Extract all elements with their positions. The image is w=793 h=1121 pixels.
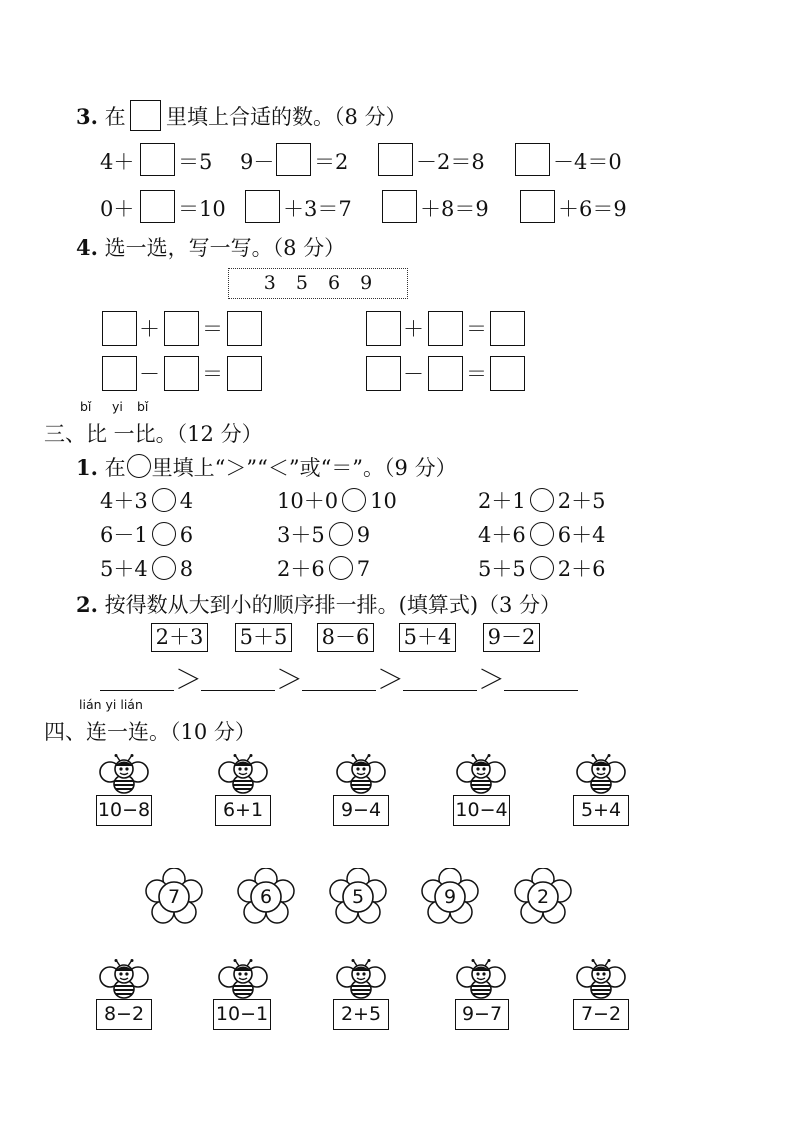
bee-icon — [335, 959, 387, 999]
compare-circle[interactable] — [152, 522, 176, 546]
q4-number: 4. — [76, 235, 98, 260]
flower-answer[interactable] — [329, 868, 387, 926]
greater-than-sign: ＞ — [175, 665, 202, 696]
bee-icon — [575, 959, 627, 999]
expression-card: 8－6 — [317, 623, 374, 652]
q4-heading — [76, 232, 345, 262]
flower-number: 9 — [443, 886, 457, 908]
expression-card-bottom[interactable]: 8−2 — [96, 999, 152, 1030]
flower-number: 2 — [536, 886, 550, 908]
compare-item: 4＋6 6＋4 — [478, 523, 606, 547]
bee-icon — [98, 754, 150, 794]
answer-box[interactable] — [227, 311, 262, 346]
bee-icon — [455, 959, 507, 999]
answer-box[interactable] — [227, 356, 262, 391]
expression-card-bottom[interactable]: 7−2 — [573, 999, 629, 1030]
answer-box[interactable] — [102, 311, 137, 346]
eq-text: ＝10 — [178, 197, 226, 221]
s3-q1-pre: 在 — [104, 456, 126, 480]
equals-sign: ＝ — [202, 362, 223, 386]
answer-box[interactable] — [102, 356, 137, 391]
expression-card-top[interactable]: 9−4 — [333, 795, 389, 826]
compare-circle-example — [127, 454, 151, 478]
compare-item: 5＋4 8 — [100, 557, 194, 581]
expression-card: 5＋4 — [399, 623, 456, 652]
compare-circle[interactable] — [329, 556, 353, 580]
answer-box[interactable] — [428, 356, 463, 391]
flower-answer[interactable] — [514, 868, 572, 926]
answer-box[interactable] — [140, 190, 175, 223]
q3-heading — [76, 101, 126, 131]
answer-box[interactable] — [164, 356, 199, 391]
equals-sign: ＝ — [466, 362, 487, 386]
answer-box[interactable] — [515, 143, 550, 176]
section-4-title: 四、连一连。（10 分） — [44, 720, 256, 744]
answer-box[interactable] — [520, 190, 555, 223]
equals-sign: ＝ — [202, 317, 223, 341]
greater-than-sign: ＞ — [276, 665, 303, 696]
q4-instruction: 选一选，写一写。（8 分） — [104, 236, 346, 260]
compare-circle[interactable] — [152, 556, 176, 580]
expression-card-top[interactable]: 10−8 — [96, 795, 152, 826]
expression-card-bottom[interactable]: 9−7 — [455, 999, 509, 1030]
compare-item: 5＋5 2＋6 — [478, 557, 606, 581]
bee-icon — [455, 754, 507, 794]
compare-circle[interactable] — [342, 488, 366, 512]
answer-blank[interactable] — [100, 664, 174, 691]
bee-icon — [575, 754, 627, 794]
compare-circle[interactable] — [530, 488, 554, 512]
eq-text: 0＋ — [100, 197, 135, 221]
q3-number: 3. — [76, 104, 98, 129]
compare-circle[interactable] — [152, 488, 176, 512]
eq-text: ＋6＝9 — [558, 197, 627, 221]
bee-icon — [217, 754, 269, 794]
eq-text: －4＝0 — [553, 150, 622, 174]
example-box — [130, 100, 161, 131]
expression-card: 9－2 — [483, 623, 540, 652]
answer-blank[interactable] — [201, 664, 275, 691]
pinyin: bǐ — [80, 399, 92, 414]
answer-box[interactable] — [140, 143, 175, 176]
flower-number: 6 — [259, 886, 273, 908]
compare-item: 3＋5 9 — [277, 523, 371, 547]
s3-q2-heading — [76, 589, 561, 619]
number-pool: 3 5 6 9 — [228, 268, 408, 299]
eq-text: ＝2 — [314, 150, 349, 174]
compare-circle[interactable] — [329, 522, 353, 546]
compare-item: 6－1 6 — [100, 523, 194, 547]
s3-q1-heading — [76, 452, 457, 482]
answer-box[interactable] — [490, 311, 525, 346]
plus-sign: ＋ — [403, 317, 424, 341]
eq-text: ＋8＝9 — [420, 197, 489, 221]
answer-box[interactable] — [490, 356, 525, 391]
bee-icon — [217, 959, 269, 999]
answer-box[interactable] — [382, 190, 417, 223]
answer-box[interactable] — [245, 190, 280, 223]
compare-circle[interactable] — [530, 556, 554, 580]
pinyin: yi — [112, 399, 123, 414]
answer-blank[interactable] — [504, 664, 578, 691]
pinyin: lián yi lián — [79, 697, 143, 712]
expression-card-top[interactable]: 5+4 — [573, 795, 629, 826]
eq-text: ＋3＝7 — [283, 197, 352, 221]
expression-card: 2＋3 — [151, 623, 208, 652]
expression-card: 5＋5 — [235, 623, 292, 652]
compare-item: 2＋6 7 — [277, 557, 371, 581]
expression-card-top[interactable]: 6+1 — [215, 795, 271, 826]
compare-item: 2＋1 2＋5 — [478, 489, 606, 513]
equals-sign: ＝ — [466, 317, 487, 341]
flower-answer[interactable] — [145, 868, 203, 926]
compare-item: 10＋0 10 — [277, 489, 397, 513]
s3-q1-instruction: 里填上“＞”“＜”或“＝”。（9 分） — [151, 456, 457, 480]
compare-circle[interactable] — [530, 522, 554, 546]
eq-text: 4＋ — [100, 150, 135, 174]
expression-card-bottom[interactable]: 2+5 — [333, 999, 389, 1030]
q3-pre: 在 — [104, 105, 126, 129]
answer-blank[interactable] — [403, 664, 477, 691]
minus-sign: － — [139, 362, 160, 386]
s3-q2-number: 2. — [76, 592, 98, 617]
greater-than-sign: ＞ — [377, 665, 404, 696]
eq-text: ＝5 — [178, 150, 213, 174]
minus-sign: － — [403, 362, 424, 386]
flower-number: 5 — [351, 886, 365, 908]
flower-answer[interactable] — [421, 868, 479, 926]
answer-box[interactable] — [164, 311, 199, 346]
section-3-title: 三、比 一比。（12 分） — [44, 422, 263, 446]
answer-blank[interactable] — [302, 664, 376, 691]
answer-box[interactable] — [428, 311, 463, 346]
eq-text: 9－ — [240, 150, 275, 174]
compare-item: 4＋3 4 — [100, 489, 194, 513]
q3-instruction: 里填上合适的数。（8 分） — [166, 105, 407, 129]
pinyin: bǐ — [137, 399, 149, 414]
bee-icon — [98, 959, 150, 999]
expression-card-bottom[interactable]: 10−1 — [213, 999, 271, 1030]
answer-box[interactable] — [366, 356, 401, 391]
flower-number: 7 — [167, 886, 181, 908]
plus-sign: ＋ — [139, 317, 160, 341]
answer-box[interactable] — [378, 143, 413, 176]
s3-q1-number: 1. — [76, 455, 98, 480]
s3-q2-instruction: 按得数从大到小的顺序排一排。(填算式)（3 分） — [104, 593, 562, 617]
answer-box[interactable] — [366, 311, 401, 346]
answer-box[interactable] — [276, 143, 311, 176]
expression-card-top[interactable]: 10−4 — [453, 795, 510, 826]
flower-answer[interactable] — [237, 868, 295, 926]
greater-than-sign: ＞ — [478, 665, 505, 696]
eq-text: －2＝8 — [416, 150, 485, 174]
bee-icon — [335, 754, 387, 794]
